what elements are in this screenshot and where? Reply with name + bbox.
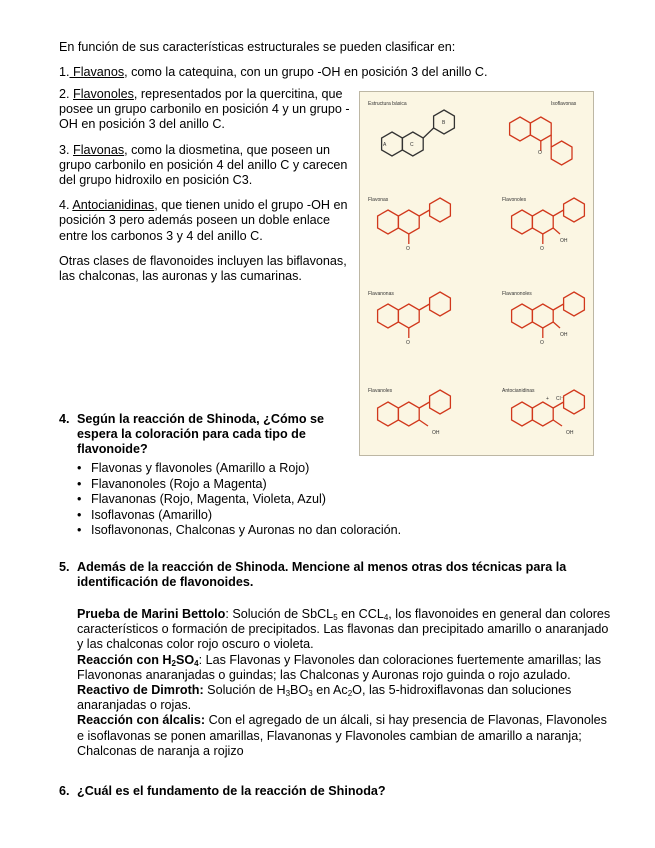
item-flavonoles <box>59 87 351 133</box>
item-flavonas <box>59 143 351 189</box>
item-term: Flavanos <box>69 65 125 79</box>
ring-a-label: A <box>383 142 387 148</box>
dimroth-paragraph <box>77 683 617 713</box>
marini-text: , los flavonoides en general dan colores característicos o formación de precipitados. Las flavonas dan precipitado amarillo o anaranjado y las chalconas color rojo oscuro o violeta. <box>77 607 611 652</box>
label-flavanoles: Flavanoles <box>368 388 393 394</box>
flavanonol-oh-label: OH <box>560 332 568 338</box>
ring-c-label: C <box>410 142 414 148</box>
item-description: , que tienen unido el grupo -OH en posición 3 pero además poseen un doble enlace entre los carbonos 3 y 4 del anillo C. <box>59 198 348 243</box>
alcali-text: Con el agregado de un álcali, si hay presencia de Flavonas, Flavonoles e isoflavonas se ponen amarillas, Flavanonas y Flavonoles cambian de amarillo a naranja; Chalconas de naranja a rojizo <box>77 713 607 758</box>
h2so4-title-text: Reacción con H <box>77 652 172 667</box>
list-item: • Isoflavonas (Amarillo) <box>77 508 401 524</box>
h2so4-title-text: SO <box>175 652 195 667</box>
list-item: • Isoflavononas, Chalconas y Auronas no dan coloración. <box>77 523 401 539</box>
h2so4-paragraph <box>77 653 617 683</box>
dimroth-text: BO <box>290 683 309 698</box>
flavona-structure <box>378 198 451 244</box>
dimroth-text: Solución de H <box>203 683 286 698</box>
subscript: 4 <box>383 613 389 622</box>
flavanol-structure <box>378 390 451 426</box>
other-classes-text: Otras clases de flavonoides incluyen las biflavonas, las chalconas, las auronas y las cumarinas. <box>59 253 347 284</box>
item-term: Flavonoles <box>73 87 134 101</box>
q5-number: 5. <box>59 560 70 574</box>
subscript: 2 <box>347 689 353 699</box>
isoflavona-structure <box>510 117 572 165</box>
ring-b-label: B <box>442 120 446 126</box>
dimroth-text: en Ac <box>312 683 348 698</box>
subscript: 3 <box>308 689 313 699</box>
isoflavona-o-label: O <box>538 150 542 156</box>
marini-bettolo-paragraph <box>77 607 617 653</box>
marini-text: : Solución de SbCL <box>225 607 334 621</box>
flavonol-o-label: O <box>540 246 544 252</box>
marini-title: Prueba de Marini Bettolo <box>77 607 226 621</box>
flavanona-o-label: O <box>406 340 410 346</box>
dimroth-text: O, las 5-hidroxiflavonas dan soluciones anaranjadas o rojas. <box>77 683 572 713</box>
flavonol-structure <box>512 198 585 244</box>
flavanonol-structure <box>512 292 585 338</box>
item-number: 3. <box>59 142 74 157</box>
list-item: • Flavonas y flavonoles (Amarillo a Rojo) <box>77 461 401 477</box>
item-number: 1. <box>59 65 70 79</box>
item-description: , representados por la quercitina, que posee un grupo carbonilo en posición 4 y un grupo -OH en posición 3 del anillo C. <box>59 87 350 132</box>
label-flavonas: Flavonas <box>368 197 389 203</box>
antocianidina-cl-label: Cl⁻ <box>556 396 564 402</box>
q4-bullet-list <box>77 461 401 539</box>
antocianidina-oh-label: OH <box>566 430 574 436</box>
flavanonol-o-label: O <box>540 340 544 346</box>
item-description: , como la catequina, con un grupo -OH en posición 3 del anillo C. <box>124 65 488 79</box>
flavona-o-label: O <box>406 246 410 252</box>
dimroth-title: Reactivo de Dimroth: <box>77 683 204 698</box>
item-antocianidinas <box>59 198 351 244</box>
label-isoflavonas: Isoflavonas <box>551 101 577 107</box>
list-item: • Flavanonas (Rojo, Magenta, Violeta, Azul) <box>77 492 401 508</box>
list-item: • Flavanonoles (Rojo a Magenta) <box>77 477 401 493</box>
basic-structure <box>382 110 455 156</box>
subscript: 2 <box>171 658 176 668</box>
h2so4-text: : Las Flavonas y Flavonoles dan coloraciones fuertemente amarillas; las Flavononas anaranjadas o guindas; las Chalconas y Auronas rojo guinda o rojo azulado. <box>77 652 602 682</box>
flavonoid-structures-figure <box>359 91 594 456</box>
flavanona-structure <box>378 292 451 338</box>
q5-question: Además de la reacción de Shinoda. Mencione al menos otras dos técnicas para la identificación de flavonoides. <box>77 560 567 590</box>
subscript: 4 <box>194 658 199 668</box>
alcali-title: Reacción con álcalis: <box>77 713 206 728</box>
intro-text: En función de sus características estructurales se pueden clasificar en: <box>59 40 456 54</box>
flavanol-oh-label: OH <box>432 430 440 436</box>
item-description: , como la diosmetina, que poseen un grupo carbonilo en posición 4 del anillo C y carecen del grupo hidroxilo en posición C3. <box>59 142 348 188</box>
q6-number: 6. <box>59 784 70 798</box>
q4-number: 4. <box>59 412 70 426</box>
marini-text: en CCL <box>337 607 384 621</box>
subscript: 5 <box>333 613 338 622</box>
flavonol-oh-label: OH <box>560 238 568 244</box>
item-term: Flavonas <box>73 142 125 157</box>
label-flavanonoles: Flavanonoles <box>502 291 532 297</box>
item-number: 4. <box>59 198 73 213</box>
alcali-paragraph <box>77 713 617 759</box>
q5-answer <box>77 607 617 759</box>
label-estructura-basica: Estructura básica <box>368 101 407 107</box>
antocianidina-plus-label: + <box>546 396 549 402</box>
q6-question: ¿Cuál es el fundamento de la reacción de Shinoda? <box>77 784 386 798</box>
item-term: Antocianidinas <box>72 198 155 213</box>
item-number: 2. <box>59 87 74 101</box>
label-flavonoles: Flavonoles <box>502 197 527 203</box>
subscript: 3 <box>285 689 291 699</box>
left-column <box>59 87 351 294</box>
label-flavanonas: Flavanonas <box>368 291 394 297</box>
item-flavanos <box>59 65 487 80</box>
h2so4-title <box>77 653 199 667</box>
q4-question: Según la reacción de Shinoda, ¿Cómo se espera la coloración para cada tipo de flavonoide? <box>77 412 325 457</box>
label-antocianidinas: Antocianidinas <box>502 388 535 394</box>
